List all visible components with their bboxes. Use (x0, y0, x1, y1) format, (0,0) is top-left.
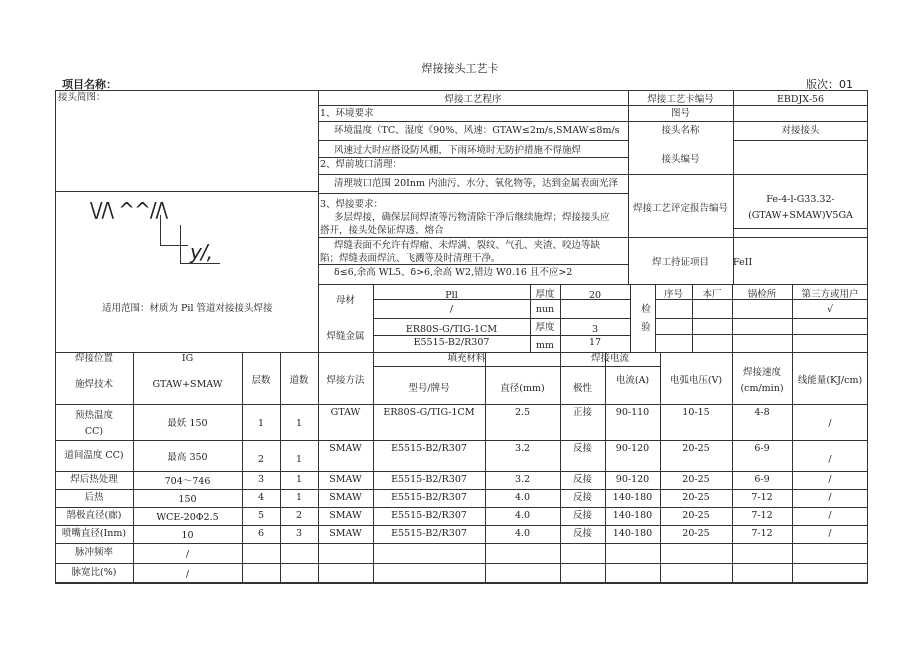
joint-name-label: 接头名称 (661, 125, 700, 136)
param-label: 焊后热处理 (70, 474, 118, 485)
grid-line (318, 193, 628, 194)
cell-speed: 4-8 (754, 407, 770, 418)
grid-line (55, 507, 868, 508)
procedure-heading: 焊接工艺程序 (444, 94, 502, 105)
version-label: 版次：01 (806, 78, 853, 91)
filler-thickness-1: 3 (591, 324, 599, 335)
grid-line (318, 90, 319, 352)
base-thickness-label: 厚度 (535, 289, 555, 300)
header-passes: 道数 (289, 375, 309, 386)
weld-line-1: 多层焊接，确保层间焊渣等污物清除干净后继续施焊；焊接接头应 (334, 212, 610, 223)
cell-pass: 1 (295, 418, 303, 429)
sketch-line-horizontal (160, 245, 188, 246)
surface-line-2: 陷；焊缝表面焊沆、飞溅等及时清理干净。 (320, 253, 501, 264)
cell-speed: 7-12 (751, 510, 773, 521)
cell-layer: 4 (257, 492, 265, 503)
surface-line-3: δ≤6,余高 WL5、δ>6,余高 W2,错边 W0.16 且不应>2 (334, 267, 573, 278)
welder-cert-label: 焊工持证项目 (651, 257, 709, 268)
filler-thickness-label: 厚度 (535, 322, 555, 333)
cell-layer: 1 (257, 418, 265, 429)
grid-line (318, 157, 628, 158)
param-label: 脉冲频率 (74, 547, 113, 558)
inspection-col-seq: 序号 (663, 289, 683, 300)
weld-line-2: 搭开，接头处保证焊透、熔合 (320, 225, 444, 236)
grid-line (55, 471, 868, 472)
grid-line (373, 318, 630, 319)
pqr-value-1: Fe-4-l-G33.32- (766, 194, 835, 205)
filler-thickness-unit: mm (535, 340, 555, 351)
cell-pol: 反接 (572, 492, 592, 503)
cell-heat: / (828, 510, 832, 521)
card-no-value: EBDJX-56 (776, 94, 825, 105)
cell-heat: / (828, 492, 832, 503)
grid-line (655, 318, 868, 319)
param-value: / (185, 549, 190, 560)
cell-pol: 反接 (572, 528, 592, 539)
param-value: GTAW+SMAW (152, 379, 223, 390)
cell-layer: 3 (257, 474, 265, 485)
cell-heat: / (828, 474, 832, 485)
base-metal-sub: / (449, 304, 454, 315)
grid-line (318, 284, 868, 285)
cell-model: E5515-B2/R307 (391, 510, 467, 521)
cell-heat: / (828, 528, 832, 539)
env-wind: 风速过大时应搭设防风棚，下雨环境时无防护措施不得施焊 (334, 145, 582, 156)
grid-line (55, 525, 868, 526)
cell-cur: 90-110 (615, 407, 650, 418)
inspection-label-1: 检 (641, 304, 651, 315)
param-label: 施焊技术 (74, 379, 113, 390)
grid-line (628, 174, 868, 175)
cell-volt: 20-25 (682, 492, 710, 503)
welder-cert-value: FeII (733, 257, 753, 268)
header-polarity: 极性 (572, 383, 592, 394)
param-value: 最妖 150 (167, 418, 208, 429)
cell-pass: 3 (295, 528, 303, 539)
cell-pass: 2 (295, 510, 303, 521)
surface-line-1: 焊缝表面不允许有焊瘤、未焊满、裂纹、气孔、夹渣、咬边等缺 (334, 240, 601, 251)
cell-method: SMAW (329, 528, 362, 539)
cell-speed: 6-9 (754, 474, 770, 485)
header-layers: 层数 (251, 375, 271, 386)
cell-method: SMAW (329, 443, 362, 454)
grid-line (318, 140, 628, 141)
param-label: 鹄极直径(廊) (66, 510, 122, 521)
base-metal-label: 母材 (335, 295, 355, 306)
cell-dia: 3.2 (514, 474, 531, 485)
grid-line (733, 90, 734, 284)
cell-cur: 140-180 (612, 528, 653, 539)
header-method: 焊接方法 (326, 375, 365, 386)
grid-line (318, 121, 868, 122)
header-current-group: 焊接电流 (590, 353, 629, 364)
figure-no-label: 图号 (670, 108, 690, 119)
base-thickness-unit: nun (535, 304, 555, 315)
cell-model: E5515-B2/R307 (391, 492, 467, 503)
bevel-title: 2、焊前坡口清理： (320, 159, 403, 170)
cell-model: E5515-B2/R307 (391, 528, 467, 539)
cell-method: SMAW (329, 492, 362, 503)
cell-dia: 4.0 (514, 492, 531, 503)
header-diameter: 直径(mm) (500, 383, 545, 394)
grid-line (630, 284, 631, 352)
sketch-line-vertical (160, 215, 161, 245)
grid-line (560, 366, 660, 367)
joint-no-label: 接头编号 (661, 154, 700, 165)
project-name-label: 项目名称： (62, 78, 117, 91)
cell-volt: 10-15 (682, 407, 710, 418)
base-thickness-value: 20 (588, 290, 602, 301)
grid-line (318, 237, 628, 238)
grid-line (55, 489, 868, 490)
sketch-label: 接头简图： (58, 92, 106, 103)
grid-line (55, 583, 868, 584)
cell-speed: 6-9 (754, 443, 770, 454)
inspection-col-factory: 本厂 (702, 289, 722, 300)
pqr-value-2: (GTAW+SMAW)V5GA (748, 210, 853, 221)
cell-dia: 4.0 (514, 528, 531, 539)
cell-cur: 90-120 (615, 443, 650, 454)
application-scope: 适用范围：材质为 Pil 管道对接接头焊接 (102, 303, 273, 314)
cell-model: E5515-B2/R307 (391, 474, 467, 485)
cell-volt: 20-25 (682, 474, 710, 485)
param-value: IG (181, 353, 194, 364)
cell-dia: 2.5 (514, 407, 531, 418)
cell-method: SMAW (329, 510, 362, 521)
joint-name-value: 对接接头 (781, 125, 820, 136)
cell-dia: 4.0 (514, 510, 531, 521)
cell-method: GTAW (330, 407, 361, 418)
header-voltage: 电弧电压(V) (669, 375, 723, 386)
env-title: 1、环境要求 (320, 108, 374, 119)
grid-line (733, 228, 868, 229)
cell-layer: 2 (257, 454, 265, 465)
cell-cur: 140-180 (612, 492, 653, 503)
cell-pol: 正接 (572, 407, 592, 418)
param-label: 后热 (84, 492, 104, 503)
param-value: / (185, 569, 190, 580)
param-label: 焊接位置 (74, 353, 113, 364)
cell-pass: 1 (295, 492, 303, 503)
param-value: 704～746 (164, 476, 211, 487)
filler-metal-label: 焊缝金属 (326, 331, 365, 342)
header-speed-2: (cm/min) (740, 383, 784, 394)
cell-speed: 7-12 (751, 492, 773, 503)
filler-value-1: ER80S-G/TIG-1CM (405, 324, 498, 335)
cell-heat: / (828, 418, 832, 429)
cell-volt: 20-25 (682, 528, 710, 539)
header-speed-1: 焊接速度 (742, 367, 781, 378)
header-model: 型号/牌号 (408, 383, 450, 394)
inspection-col-third: 第三方或用户 (801, 289, 859, 300)
cell-pol: 反接 (572, 474, 592, 485)
param-value: 150 (178, 494, 197, 505)
joint-sketch-mark-bottom: y/, (190, 240, 212, 264)
cell-layer: 6 (257, 528, 265, 539)
sketch-line-vertical (180, 225, 181, 263)
cell-speed: 7-12 (751, 528, 773, 539)
cell-pass: 1 (295, 454, 303, 465)
cell-model: E5515-B2/R307 (391, 443, 467, 454)
cell-volt: 20-25 (682, 443, 710, 454)
cell-method: SMAW (329, 474, 362, 485)
cell-layer: 5 (257, 510, 265, 521)
param-label-unit: CC) (84, 426, 104, 437)
param-label: 预热温度 CC) (55, 408, 133, 440)
filler-thickness-2: 17 (588, 337, 602, 348)
card-no-label: 焊接工艺卡编号 (647, 94, 714, 105)
param-label: 道间温度 CC) (64, 449, 124, 461)
cell-model: ER80S-G/TIG-1CM (383, 407, 475, 418)
inspection-col-boiler: 锅检所 (747, 289, 777, 300)
sketch-line-horizontal (180, 263, 220, 264)
grid-line (628, 237, 868, 238)
cell-dia: 3.2 (514, 443, 531, 454)
header-filler: 填充材料 (447, 353, 486, 364)
cell-volt: 20-25 (682, 510, 710, 521)
grid-line (655, 334, 868, 335)
param-value: 10 (181, 530, 194, 541)
grid-line (55, 440, 868, 441)
param-label: 脉宽比(%) (71, 567, 117, 578)
cell-cur: 90-120 (615, 474, 650, 485)
filler-value-2: E5515-B2/R307 (413, 337, 490, 348)
weld-title: 3、焊接要求： (320, 199, 384, 210)
env-line: 环境温度（TC、湿度《90%、风速：GTAW≤2m/s,SMAW≤8m/s (334, 125, 620, 136)
inspection-check: √ (826, 304, 834, 315)
param-label: 喷嘴直径(Inm) (61, 528, 127, 539)
grid-line (55, 191, 318, 192)
bevel-line: 清理坡口范围 20Inm 内油污、水分、氧化物等，达到金属表面光泽 (334, 178, 619, 189)
card-title: 焊接接头工艺卡 (421, 62, 499, 75)
param-value: WCE-20Φ2.5 (156, 512, 219, 523)
pqr-label: 焊接工艺评定报告编号 (632, 203, 728, 214)
cell-pol: 反接 (572, 510, 592, 521)
grid-line (733, 140, 868, 141)
cell-pass: 1 (295, 474, 303, 485)
header-current: 电流(A) (615, 375, 650, 386)
joint-sketch-mark: \//\ ^^//\ (90, 198, 168, 222)
cell-cur: 140-180 (612, 510, 653, 521)
header-heat-input: 线能量(KJ/cm) (797, 375, 863, 386)
grid-line (55, 404, 868, 405)
grid-line (55, 543, 868, 544)
grid-line (55, 563, 868, 564)
cell-heat: / (828, 454, 832, 465)
cell-pol: 反接 (572, 443, 592, 454)
inspection-label-2: 验 (641, 322, 651, 333)
grid-line (373, 366, 560, 367)
base-metal-value: Pll (445, 290, 458, 301)
grid-line (318, 174, 628, 175)
param-value: 最高 350 (167, 451, 208, 463)
